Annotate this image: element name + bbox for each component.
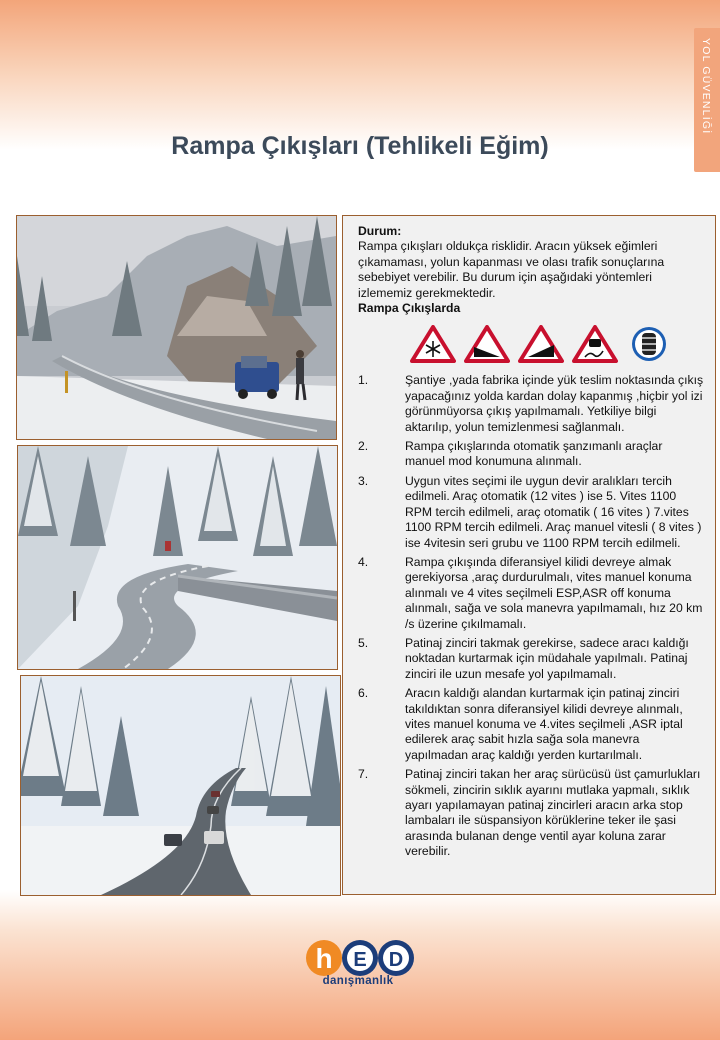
instruction-list — [358, 373, 705, 859]
slippery-road-icon — [572, 325, 618, 363]
steep-ascent-icon — [518, 325, 564, 363]
snowflake-warning-icon — [410, 325, 456, 363]
list-item: 7. Patinaj zinciri takan her araç sürücüsü üst çamurlukları sökmeli, zincirin sıklık ayarını mutlaka yapmalı, sıklık ayarı yapılamayan patinaj zincirleri aracın arka stop lambaları ile süspansiyon körüklerine teker ile şasi arasında bulanan denge ventil ayar koluna zarar verebilir. — [358, 767, 701, 859]
list-item: 5. Patinaj zinciri takmak gerekirse, sadece aracı kaldığı noktadan kurtarmak için müdahale yapılmalı. Patinaj zinciri ile uzun mesafe yol yapılmamalı. — [358, 635, 689, 681]
list-item: 6. Aracın kaldığı alandan kurtarmak için patinaj zinciri takıldıktan sonra diferansiyel kilidi devreye alınmalı, vites manuel konuma ve 4.vites seçilmeli ,ASR iptal edilerek araç sabit hızla sağa sola manevra yapılmadan araç kaldığı yerden kurtarılmalı. — [358, 686, 683, 762]
page-title: Rampa Çıkışları (Tehlikeli Eğim) — [171, 132, 549, 160]
logo-letter-d: D — [388, 949, 404, 971]
forest-road-cars-photo — [20, 675, 341, 896]
durum-heading: Durum: — [358, 224, 402, 238]
list-item: 1. Şantiye ,yada fabrika içinde yük teslim noktasında çıkış yapacağınız yolda kardan dolay kapanmış ,hiçbir yol izi görünmüyorsa çıkış yapılmamalı. Yetkiliye bilgi aktarılıp, yolun temizlenmesi sağlanmalı. — [358, 373, 704, 434]
snowy-road-truck-photo — [16, 215, 337, 440]
content-box — [342, 215, 716, 895]
winding-snow-road-photo — [17, 445, 338, 670]
steep-descent-icon — [464, 325, 510, 363]
logo-letter-e: E — [353, 949, 367, 971]
list-item: 4. Rampa çıkışında diferansiyel kilidi devreye almak gerekiyorsa ,araç durdurulmalı, vites manuel konuma alınmalı ve 4 vites seçilmeli ESP,ASR off konuma alınmalı, sağa ve sola manevra yapılmamalı, hız 20 km /s üzerine çıkılmamalı. — [358, 554, 703, 631]
list-item: 2. Rampa çıkışlarında otomatik şanzımanlı araçlar manuel mod konumuna alınmalı. — [358, 439, 663, 469]
rampa-heading: Rampa Çıkışlarda — [358, 301, 461, 316]
logo-letter-h: h — [315, 943, 333, 974]
list-item: 3. Uygun vites seçimi ile uygun devir aralıkları tercih edilmeli. Araç otomatik (12 vites ) ise 5. Vites 1100 RPM tercih edilmeli, araç otomatik ( 16 vites ) 7.vites 1100 RPM tercih edilmeli. Araç manuel vitesli ( 8 vites ) ise 4vitesin seri grubu ve 1100 RPM tercih edilmeli. — [358, 473, 702, 550]
durum-text: Rampa çıkışları oldukça risklidir. Aracın yüksek eğimleri çıkamaması, yolun kapanması ve olası trafik sonuçlarına sebebiyet verebilir. Bu durum için aşağıdaki yöntemleri izlememiz gerekmektedir. — [358, 239, 665, 300]
snow-chain-icon — [626, 325, 672, 363]
logo-text: danışmanlık — [322, 975, 394, 987]
warning-signs-row — [410, 325, 705, 363]
side-tab-label: YOL GÜVENLİĞİ — [700, 38, 712, 135]
